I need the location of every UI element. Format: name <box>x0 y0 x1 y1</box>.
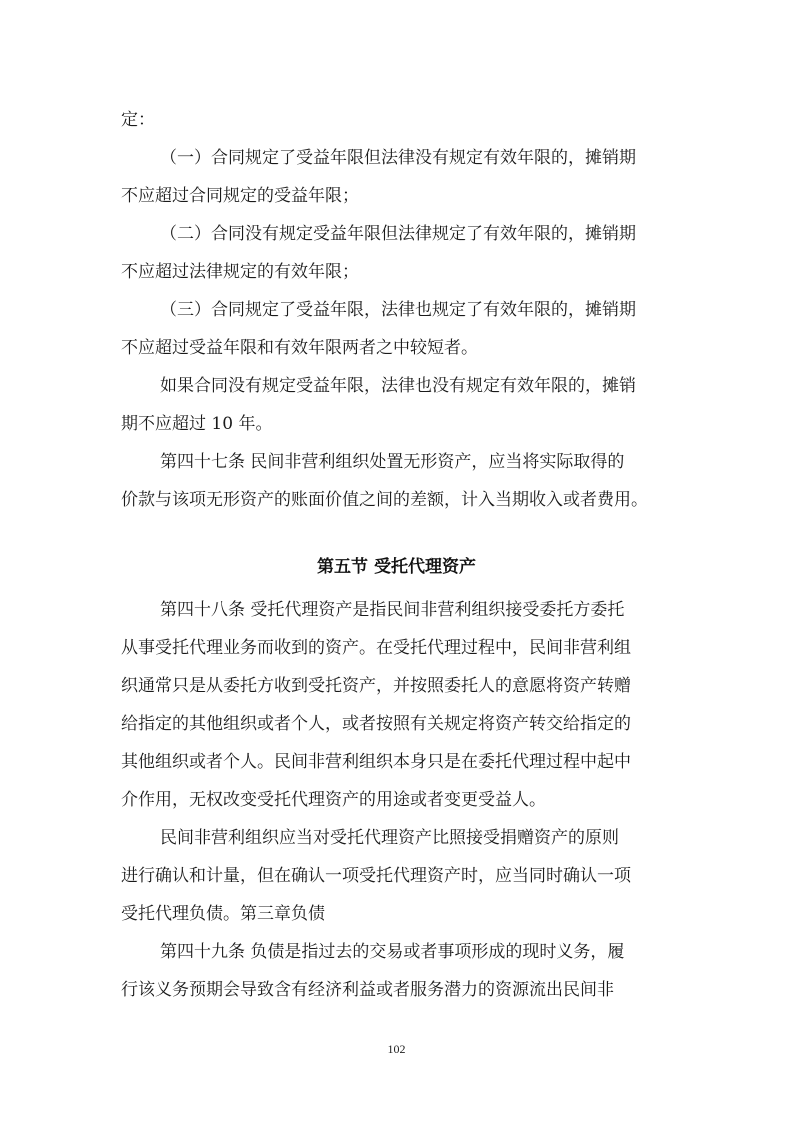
text-line: 不应超过法律规定的有效年限； <box>121 262 359 282</box>
text-line: 织通常只是从委托方收到受托资产，并按照委托人的意愿将资产转赠 <box>121 676 631 696</box>
text-line: 第四十八条 受托代理资产是指民间非营利组织接受委托方委托 <box>160 600 625 620</box>
text-line: 如果合同没有规定受益年限，法律也没有规定有效年限的，摊销 <box>160 376 636 396</box>
text-line: 第四十七条 民间非营利组织处置无形资产，应当将实际取得的 <box>160 452 625 472</box>
text-line: （二）合同没有规定受益年限但法律规定了有效年限的，摊销期 <box>160 224 636 244</box>
text-line: 给指定的其他组织或者个人，或者按照有关规定将资产转交给指定的 <box>121 714 631 734</box>
text-line: 其他组织或者个人。民间非营利组织本身只是在委托代理过程中起中 <box>121 752 631 772</box>
section-heading: 第五节 受托代理资产 <box>317 557 476 577</box>
text-line: （一）合同规定了受益年限但法律没有规定有效年限的，摊销期 <box>160 148 636 168</box>
text-line: 进行确认和计量，但在确认一项受托代理资产时，应当同时确认一项 <box>121 866 631 886</box>
text-line: 从事受托代理业务而收到的资产。在受托代理过程中，民间非营利组 <box>121 638 631 658</box>
text-line: 民间非营利组织应当对受托代理资产比照接受捐赠资产的原则 <box>160 828 619 848</box>
text-line: 行该义务预期会导致含有经济利益或者服务潜力的资源流出民间非 <box>121 980 614 1000</box>
text-line: 受托代理负债。第三章负债 <box>121 904 325 924</box>
text-line: 期不应超过 10 年。 <box>121 414 273 434</box>
text-line: 介作用，无权改变受托代理资产的用途或者变更受益人。 <box>121 790 546 810</box>
text-line: 不应超过合同规定的受益年限； <box>121 186 359 206</box>
text-line: 价款与该项无形资产的账面价值之间的差额，计入当期收入或者费用。 <box>121 490 648 510</box>
text-line: 不应超过受益年限和有效年限两者之中较短者。 <box>121 338 478 358</box>
text-line: 定： <box>121 110 155 130</box>
page-number: 102 <box>387 1042 406 1056</box>
text-line: （三）合同规定了受益年限，法律也规定了有效年限的，摊销期 <box>160 300 636 320</box>
text-line: 第四十九条 负债是指过去的交易或者事项形成的现时义务，履 <box>160 942 625 962</box>
